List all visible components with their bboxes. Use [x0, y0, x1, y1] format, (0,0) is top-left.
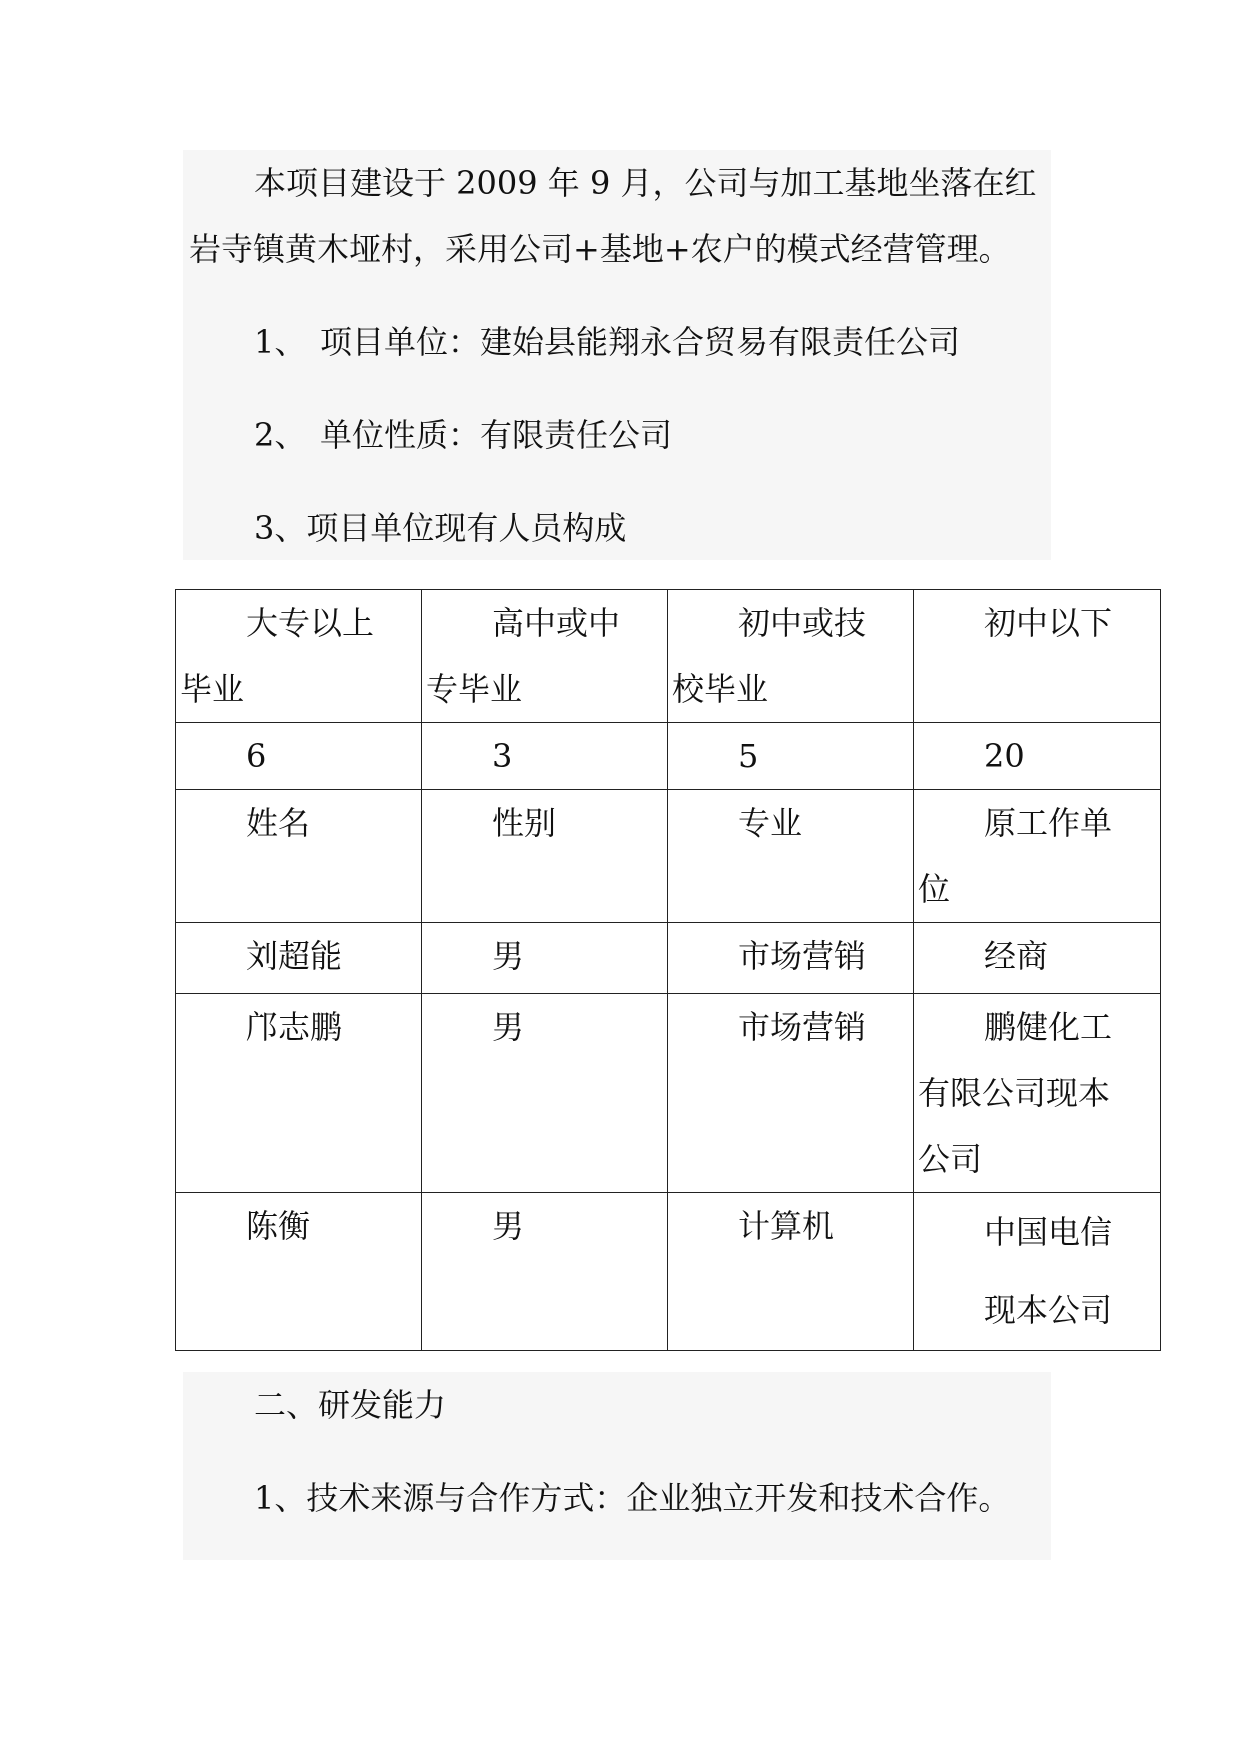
count-college-above: 6 [176, 723, 422, 790]
item-1-number: 1、 [254, 323, 307, 361]
table-row-education-headers [176, 590, 1161, 723]
count-high-school: 3 [422, 723, 668, 790]
staff-gender: 男 [422, 1193, 668, 1351]
staff-former-employer: 鹏健化工 有限公司现本 公司 [914, 994, 1161, 1193]
item-2-number: 2、 [254, 416, 307, 454]
staff-major: 计算机 [668, 1193, 914, 1351]
header-major: 专业 [668, 790, 914, 923]
header-name: 姓名 [176, 790, 422, 923]
header-gender: 性别 [422, 790, 668, 923]
staff-name: 邝志鹏 [176, 994, 422, 1193]
staff-name: 刘超能 [176, 923, 422, 994]
staff-gender: 男 [422, 994, 668, 1193]
staff-major: 市场营销 [668, 994, 914, 1193]
item-3-heading: 3、项目单位现有人员构成 [254, 509, 627, 547]
table-row [176, 1193, 1161, 1351]
table-row-education-counts [176, 723, 1161, 790]
table-row-staff-headers [176, 790, 1161, 923]
header-former-employer: 原工作单 位 [914, 790, 1161, 923]
header-high-school: 高中或中 专毕业 [422, 590, 668, 723]
table-row [176, 923, 1161, 994]
staff-composition-table [175, 589, 1161, 1351]
section-2-item-1: 1、技术来源与合作方式：企业独立开发和技术合作。 [254, 1479, 1011, 1517]
staff-former-employer: 经商 [914, 923, 1161, 994]
staff-gender: 男 [422, 923, 668, 994]
header-college-above: 大专以上 毕业 [176, 590, 422, 723]
count-below-junior: 20 [914, 723, 1161, 790]
item-1-text: 项目单位：建始县能翔永合贸易有限责任公司 [320, 323, 961, 361]
intro-line-1: 本项目建设于 2009 年 9 月，公司与加工基地坐落在红 [254, 164, 1037, 202]
header-junior-technical: 初中或技 校毕业 [668, 590, 914, 723]
count-junior-technical: 5 [668, 723, 914, 790]
staff-name: 陈衡 [176, 1193, 422, 1351]
section-2-heading: 二、研发能力 [254, 1386, 447, 1424]
item-2-text: 单位性质：有限责任公司 [320, 416, 673, 454]
header-below-junior: 初中以下 [914, 590, 1161, 723]
table-row [176, 994, 1161, 1193]
staff-major: 市场营销 [668, 923, 914, 994]
staff-former-employer: 中国电信 现本公司 [914, 1193, 1161, 1351]
intro-line-2: 岩寺镇黄木垭村，采用公司+基地+农户的模式经营管理。 [189, 230, 1011, 268]
